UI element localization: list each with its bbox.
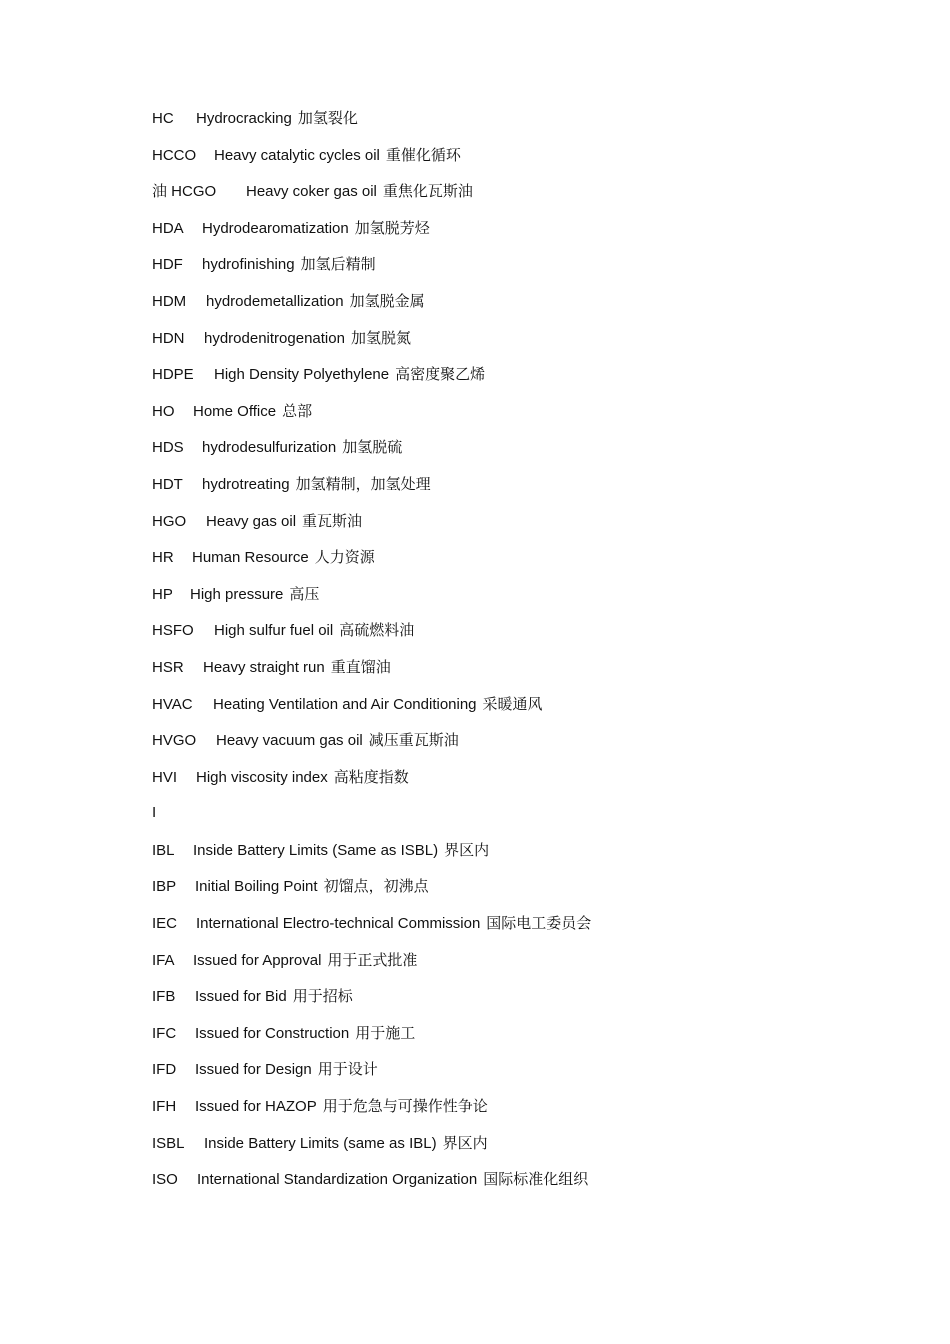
glossary-entry	[152, 910, 792, 947]
entry-term: Heating Ventilation and Air Conditioning	[213, 695, 477, 713]
entry-abbreviation: 油 HCGO	[152, 183, 217, 201]
glossary-entry	[152, 398, 792, 435]
entry-abbreviation: IBL	[152, 841, 175, 859]
entry-abbreviation: HDA	[152, 219, 184, 237]
entry-term: Heavy vacuum gas oil	[216, 732, 363, 750]
section-letter-label: I	[152, 804, 157, 822]
entry-term: hydrodemetallization	[206, 292, 344, 310]
glossary-entry	[152, 508, 792, 545]
entry-term: Issued for Design	[195, 1061, 312, 1079]
entry-abbreviation: HDPE	[152, 366, 194, 384]
glossary-entry	[152, 617, 792, 654]
entry-abbreviation: HDT	[152, 475, 183, 493]
entry-term: International Electro-technical Commission	[196, 915, 481, 933]
entry-translation: 用于设计	[317, 1060, 378, 1079]
glossary-entry	[152, 251, 792, 288]
entry-translation: 重催化循环	[385, 145, 461, 164]
entry-abbreviation: IFD	[152, 1061, 177, 1079]
entry-abbreviation: HDS	[152, 439, 184, 457]
glossary-entry	[152, 691, 792, 728]
glossary-entry	[152, 837, 792, 874]
entry-translation: 高硫燃料油	[339, 621, 415, 640]
entry-term: Issued for Construction	[195, 1024, 350, 1042]
glossary-entry	[152, 1020, 792, 1057]
entry-translation: 界区内	[442, 1133, 488, 1152]
entry-term: Inside Battery Limits (same as IBL)	[204, 1134, 437, 1152]
glossary-entry	[152, 434, 792, 471]
entry-translation: 初馏点，初沸点	[323, 877, 429, 896]
glossary-entry	[152, 1130, 792, 1167]
glossary-list	[152, 105, 792, 1203]
entry-term: hydrotreating	[202, 475, 290, 493]
glossary-entry	[152, 544, 792, 581]
entry-abbreviation: HSR	[152, 658, 184, 676]
entry-translation: 国际标准化组织	[483, 1170, 589, 1189]
glossary-entry	[152, 215, 792, 252]
entry-translation: 用于招标	[292, 987, 353, 1006]
entry-translation: 加氢精制，加氢处理	[295, 474, 431, 493]
glossary-entry	[152, 105, 792, 142]
glossary-entry	[152, 288, 792, 325]
entry-translation: 加氢脱氮	[350, 328, 411, 347]
glossary-entry	[152, 142, 792, 179]
entry-term: High viscosity index	[196, 768, 328, 786]
entry-translation: 用于危急与可操作性争论	[322, 1097, 488, 1116]
entry-translation: 减压重瓦斯油	[368, 731, 459, 750]
entry-abbreviation: HVGO	[152, 732, 197, 750]
entry-abbreviation: IFH	[152, 1098, 177, 1116]
entry-term: Inside Battery Limits (Same as ISBL)	[193, 841, 439, 859]
entry-abbreviation: HDF	[152, 256, 183, 274]
entry-translation: 高密度聚乙烯	[395, 365, 486, 384]
entry-term: High pressure	[190, 585, 284, 603]
glossary-entry	[152, 1056, 792, 1093]
entry-translation: 加氢裂化	[297, 109, 358, 127]
entry-abbreviation: HO	[152, 402, 175, 420]
glossary-entry	[152, 471, 792, 508]
entry-abbreviation: IFA	[152, 951, 175, 969]
entry-translation: 加氢脱硫	[342, 438, 403, 457]
entry-abbreviation: HP	[152, 585, 173, 603]
entry-abbreviation: IBP	[152, 878, 177, 896]
glossary-entry	[152, 873, 792, 910]
entry-abbreviation: HR	[152, 549, 174, 567]
entry-term: hydrodesulfurization	[202, 439, 337, 457]
entry-term: Hydrodearomatization	[202, 219, 349, 237]
entry-abbreviation: HVAC	[152, 695, 193, 713]
glossary-entry	[152, 654, 792, 691]
entry-term: Heavy straight run	[203, 658, 325, 676]
entry-abbreviation: HCCO	[152, 146, 197, 164]
entry-abbreviation: HDM	[152, 292, 187, 310]
entry-abbreviation: HSFO	[152, 622, 194, 640]
entry-abbreviation: ISO	[152, 1171, 178, 1189]
entry-term: Issued for Bid	[195, 988, 287, 1006]
entry-term: Issued for HAZOP	[195, 1098, 317, 1116]
entry-translation: 用于正式批准	[327, 950, 418, 969]
glossary-entry	[152, 764, 792, 801]
entry-translation: 高压	[289, 584, 320, 603]
entry-term: Initial Boiling Point	[195, 878, 318, 896]
entry-term: Hydrocracking	[196, 110, 292, 127]
entry-abbreviation: IFB	[152, 988, 176, 1006]
entry-term: Human Resource	[192, 549, 309, 567]
entry-translation: 采暖通风	[482, 694, 543, 713]
entry-translation: 国际电工委员会	[486, 914, 592, 933]
entry-term: Heavy gas oil	[206, 512, 297, 530]
entry-abbreviation: HGO	[152, 512, 187, 530]
entry-term: Heavy catalytic cycles oil	[214, 146, 380, 164]
entry-term: Heavy coker gas oil	[246, 183, 377, 201]
entry-translation: 加氢脱芳烃	[354, 218, 430, 237]
glossary-entry	[152, 1166, 792, 1203]
entry-translation: 重直馏油	[330, 657, 391, 676]
entry-translation: 人力资源	[314, 548, 375, 567]
entry-term: Home Office	[193, 402, 277, 420]
glossary-entry	[152, 1093, 792, 1130]
entry-translation: 加氢脱金属	[349, 291, 425, 310]
entry-translation: 加氢后精制	[300, 255, 376, 274]
entry-term: Issued for Approval	[193, 951, 322, 969]
section-letter	[152, 800, 792, 837]
glossary-entry	[152, 581, 792, 618]
glossary-entry	[152, 325, 792, 362]
entry-term: hydrofinishing	[202, 256, 295, 274]
glossary-entry	[152, 361, 792, 398]
entry-abbreviation: IFC	[152, 1024, 177, 1042]
entry-abbreviation: HC	[152, 110, 174, 127]
entry-term: High sulfur fuel oil	[214, 622, 334, 640]
entry-abbreviation: HVI	[152, 768, 178, 786]
entry-translation: 重瓦斯油	[302, 511, 363, 530]
entry-translation: 用于施工	[355, 1023, 416, 1042]
entry-term: International Standardization Organization	[197, 1171, 478, 1189]
entry-abbreviation: ISBL	[152, 1134, 185, 1152]
entry-abbreviation: IEC	[152, 915, 178, 933]
entry-translation: 界区内	[444, 840, 490, 859]
entry-term: High Density Polyethylene	[214, 366, 390, 384]
glossary-entry	[152, 727, 792, 764]
entry-term: hydrodenitrogenation	[204, 329, 345, 347]
entry-translation: 高粘度指数	[333, 767, 409, 786]
entry-translation: 总部	[282, 401, 313, 420]
glossary-entry	[152, 983, 792, 1020]
glossary-entry	[152, 178, 792, 215]
glossary-entry	[152, 947, 792, 984]
entry-translation: 重焦化瓦斯油	[382, 182, 473, 201]
entry-abbreviation: HDN	[152, 329, 185, 347]
